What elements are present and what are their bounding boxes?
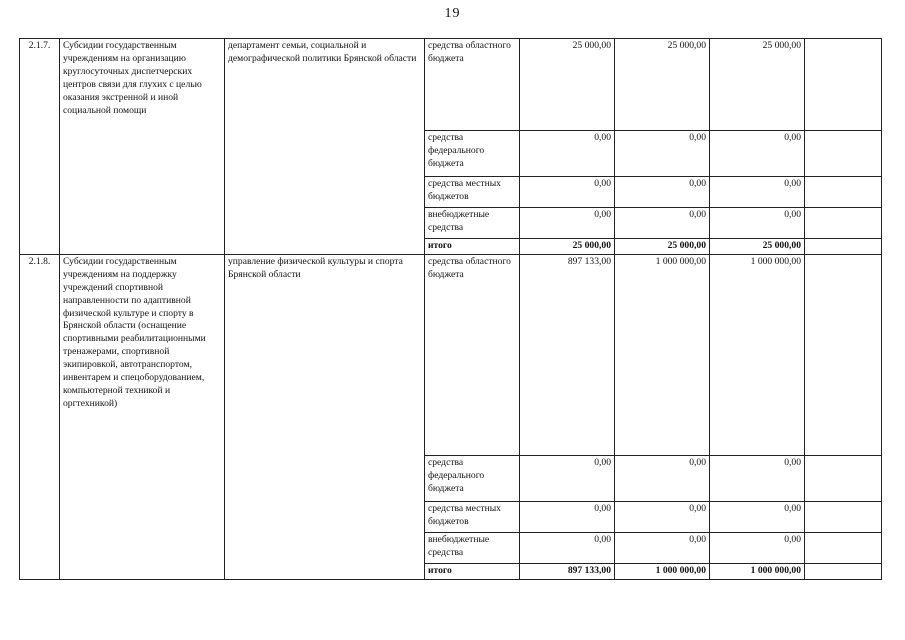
- amount-cell: 0,00: [520, 131, 615, 177]
- amount-cell: 0,00: [615, 131, 710, 177]
- amount-cell: 0,00: [615, 532, 710, 563]
- amount-cell: 0,00: [520, 532, 615, 563]
- total-amount: 25 000,00: [615, 239, 710, 255]
- empty-cell: [805, 239, 882, 255]
- funding-source: средства местных бюджетов: [425, 501, 520, 532]
- amount-cell: 0,00: [710, 455, 805, 501]
- amount-cell: 25 000,00: [520, 39, 615, 131]
- total-amount: 897 133,00: [520, 563, 615, 579]
- amount-cell: 25 000,00: [710, 39, 805, 131]
- amount-cell: 0,00: [520, 455, 615, 501]
- item-executor: управление физической культуры и спорта Брянской области: [225, 254, 425, 579]
- funding-source: средства областного бюджета: [425, 39, 520, 131]
- amount-cell: 0,00: [710, 501, 805, 532]
- table-row: [20, 39, 882, 131]
- amount-cell: 0,00: [710, 532, 805, 563]
- empty-cell: [805, 254, 882, 455]
- empty-cell: [805, 532, 882, 563]
- item-description: Субсидии государственным учреждениям на организацию круглосуточных диспетчерских центров связи для глухих с целью оказания экстренной и иной социальной помощи: [60, 39, 225, 255]
- funding-source: средства местных бюджетов: [425, 177, 520, 208]
- amount-cell: 0,00: [520, 177, 615, 208]
- amount-cell: 0,00: [710, 131, 805, 177]
- item-executor: департамент семьи, социальной и демографической политики Брянской области: [225, 39, 425, 255]
- amount-cell: 1 000 000,00: [615, 254, 710, 455]
- item-number: 2.1.7.: [20, 39, 60, 255]
- amount-cell: 0,00: [615, 177, 710, 208]
- funding-source: средства федерального бюджета: [425, 455, 520, 501]
- total-amount: 25 000,00: [520, 239, 615, 255]
- amount-cell: 0,00: [710, 177, 805, 208]
- table-row: [20, 254, 882, 455]
- total-amount: 25 000,00: [710, 239, 805, 255]
- amount-cell: 1 000 000,00: [710, 254, 805, 455]
- amount-cell: 0,00: [520, 208, 615, 239]
- empty-cell: [805, 39, 882, 131]
- total-label: итого: [425, 563, 520, 579]
- total-amount: 1 000 000,00: [615, 563, 710, 579]
- empty-cell: [805, 208, 882, 239]
- amount-cell: 25 000,00: [615, 39, 710, 131]
- amount-cell: 0,00: [615, 501, 710, 532]
- empty-cell: [805, 131, 882, 177]
- empty-cell: [805, 501, 882, 532]
- item-number: 2.1.8.: [20, 254, 60, 579]
- item-description: Субсидии государственным учреждениям на поддержку учреждений спортивной направленности по адаптивной физической культуре и спорту в Брянской области (оснащение спортивными реабилитационными тренажерами, спортивной экипировкой, автотранспортом, инвентарем и спецоборудованием, компьютерной техникой и оргтехникой): [60, 254, 225, 579]
- amount-cell: 0,00: [615, 455, 710, 501]
- funding-source: средства областного бюджета: [425, 254, 520, 455]
- total-label: итого: [425, 239, 520, 255]
- amount-cell: 0,00: [710, 208, 805, 239]
- amount-cell: 0,00: [615, 208, 710, 239]
- funding-source: внебюджетные средства: [425, 532, 520, 563]
- empty-cell: [805, 455, 882, 501]
- funding-table: [19, 38, 882, 580]
- page-number: 19: [444, 6, 461, 21]
- funding-source: средства федерального бюджета: [425, 131, 520, 177]
- amount-cell: 0,00: [520, 501, 615, 532]
- amount-cell: 897 133,00: [520, 254, 615, 455]
- empty-cell: [805, 177, 882, 208]
- funding-source: внебюджетные средства: [425, 208, 520, 239]
- total-amount: 1 000 000,00: [710, 563, 805, 579]
- empty-cell: [805, 563, 882, 579]
